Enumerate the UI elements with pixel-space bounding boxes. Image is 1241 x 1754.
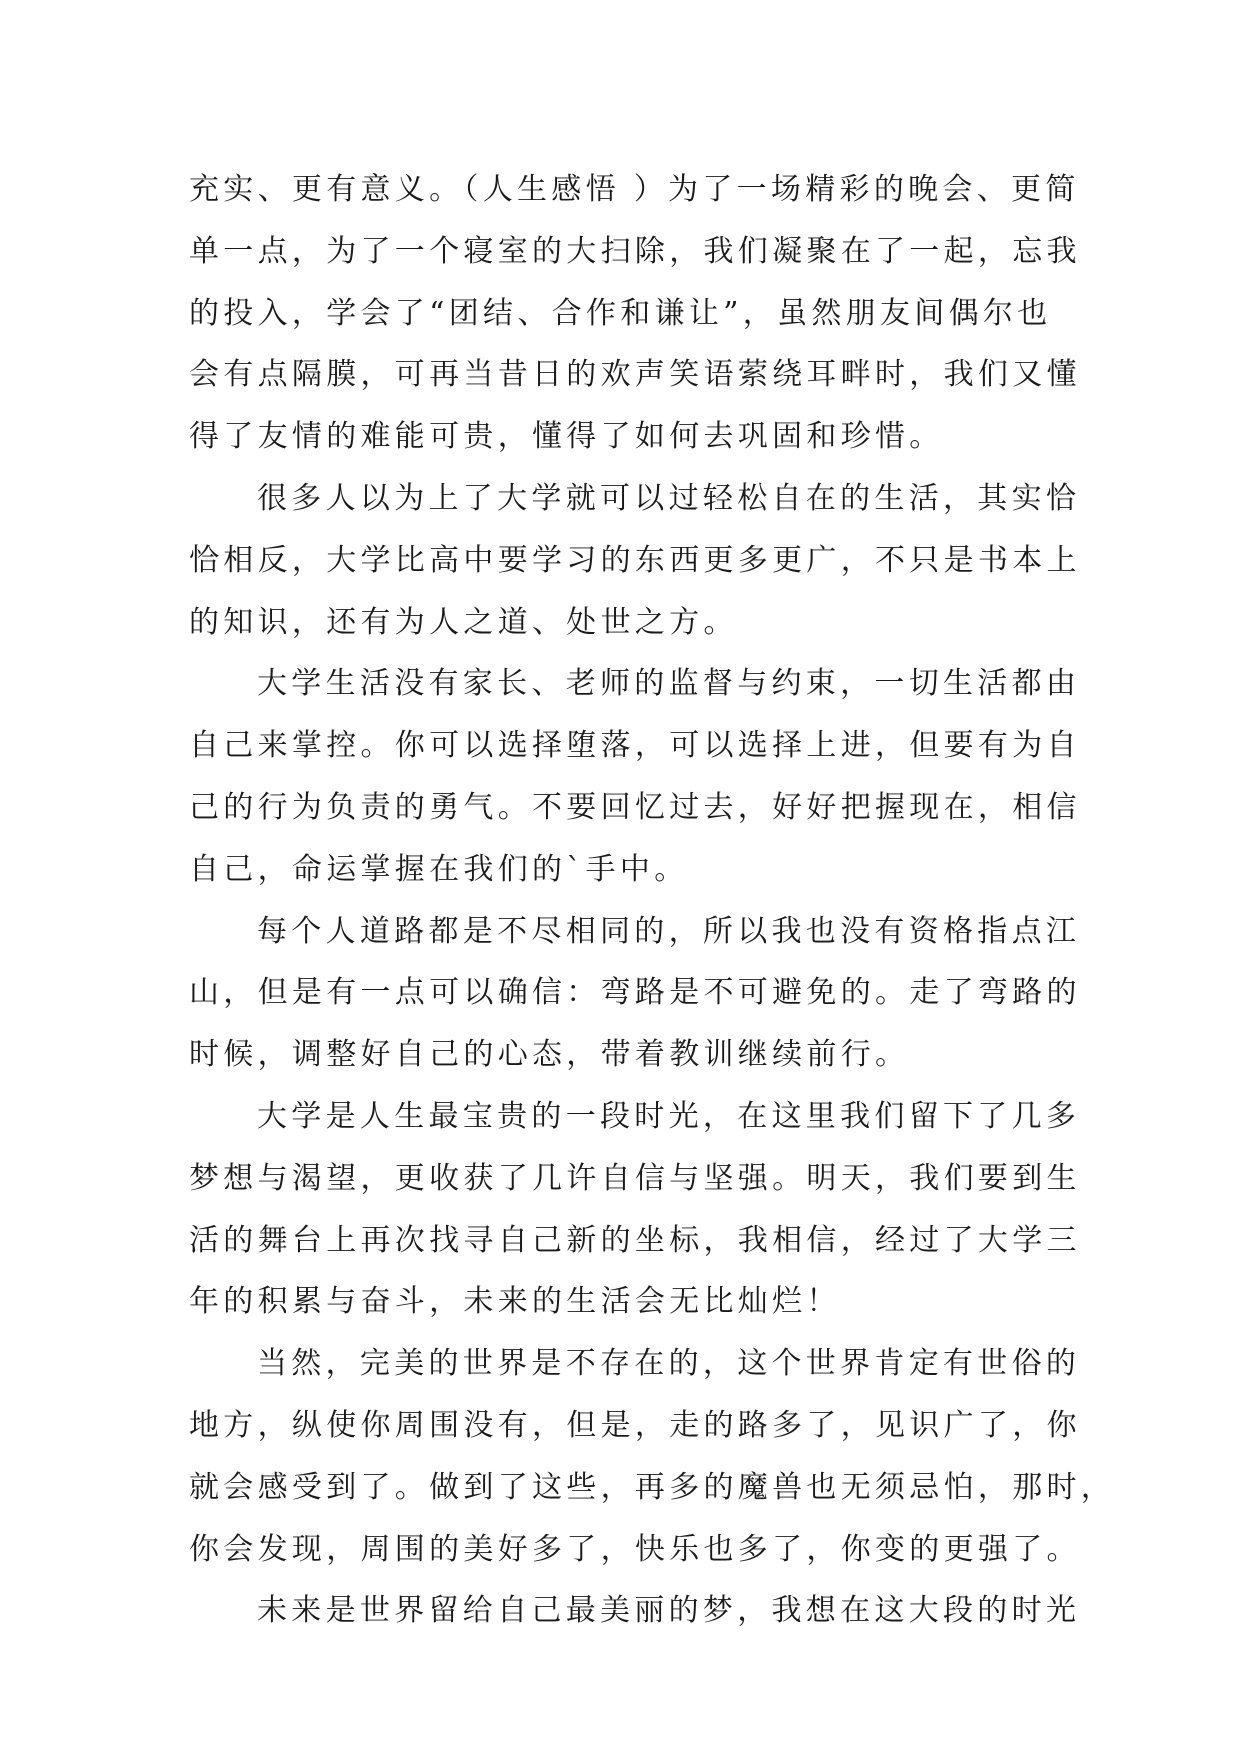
text-line: 山，但是有一点可以确信：弯路是不可避免的。走了弯路的: [189, 975, 1081, 1011]
paragraph-first-line: 很多人以为上了大学就可以过轻松自在的生活，其实恰: [257, 480, 1081, 516]
text-line: 的投入，学会了“团结、合作和谦让”，虽然朋友间偶尔也: [189, 295, 1052, 331]
text-line: 梦想与渴望，更收获了几许自信与坚强。明天，我们要到生: [189, 1160, 1081, 1196]
text-line: 会有点隔膜，可再当昔日的欢声笑语萦绕耳畔时，我们又懂: [189, 357, 1081, 393]
text-line: 就会感受到了。做到了这些，再多的魔兽也无须忌怕，那时，: [189, 1469, 1116, 1505]
text-line: 地方，纵使你周围没有，但是，走的路多了，见识广了，你: [189, 1407, 1081, 1443]
text-line: 活的舞台上再次找寻自己新的坐标，我相信，经过了大学三: [189, 1222, 1081, 1258]
text-line: 的知识，还有为人之道、处世之方。: [189, 604, 738, 640]
body-text: [189, 159, 1116, 1642]
paragraph-first-line: 未来是世界留给自己最美丽的梦，我想在这大段的时光: [257, 1593, 1081, 1629]
text-line: 年的积累与奋斗，未来的生活会无比灿烂！: [189, 1284, 841, 1320]
text-line: 单一点，为了一个寝室的大扫除，我们凝聚在了一起，忘我: [189, 233, 1081, 269]
paragraph-first-line: 当然，完美的世界是不存在的，这个世界肯定有世俗的: [257, 1346, 1081, 1382]
paragraph-first-line: 大学是人生最宝贵的一段时光，在这里我们留下了几多: [257, 1098, 1081, 1134]
text-line: 时候，调整好自己的心态，带着教训继续前行。: [189, 1037, 910, 1073]
text-line: 自己，命运掌握在我们的`手中。: [189, 851, 689, 887]
text-line: 你会发现，周围的美好多了，快乐也多了，你变的更强了。: [189, 1531, 1081, 1567]
text-line: 得了友情的难能可贵，懂得了如何去巩固和珍惜。: [189, 419, 944, 455]
text-line: 充实、更有意义。（人生感悟 ）为了一场精彩的晚会、更简: [189, 172, 1080, 207]
paragraph-first-line: 大学生活没有家长、老师的监督与约束，一切生活都由: [257, 666, 1081, 702]
text-line: 恰相反，大学比高中要学习的东西更多更广，不只是书本上: [189, 542, 1081, 578]
paragraph-first-line: 每个人道路都是不尽相同的，所以我也没有资格指点江: [257, 913, 1081, 949]
text-line: 自己来掌控。你可以选择堕落，可以选择上进，但要有为自: [189, 728, 1081, 764]
text-line: 己的行为负责的勇气。不要回忆过去，好好把握现在，相信: [189, 789, 1081, 825]
